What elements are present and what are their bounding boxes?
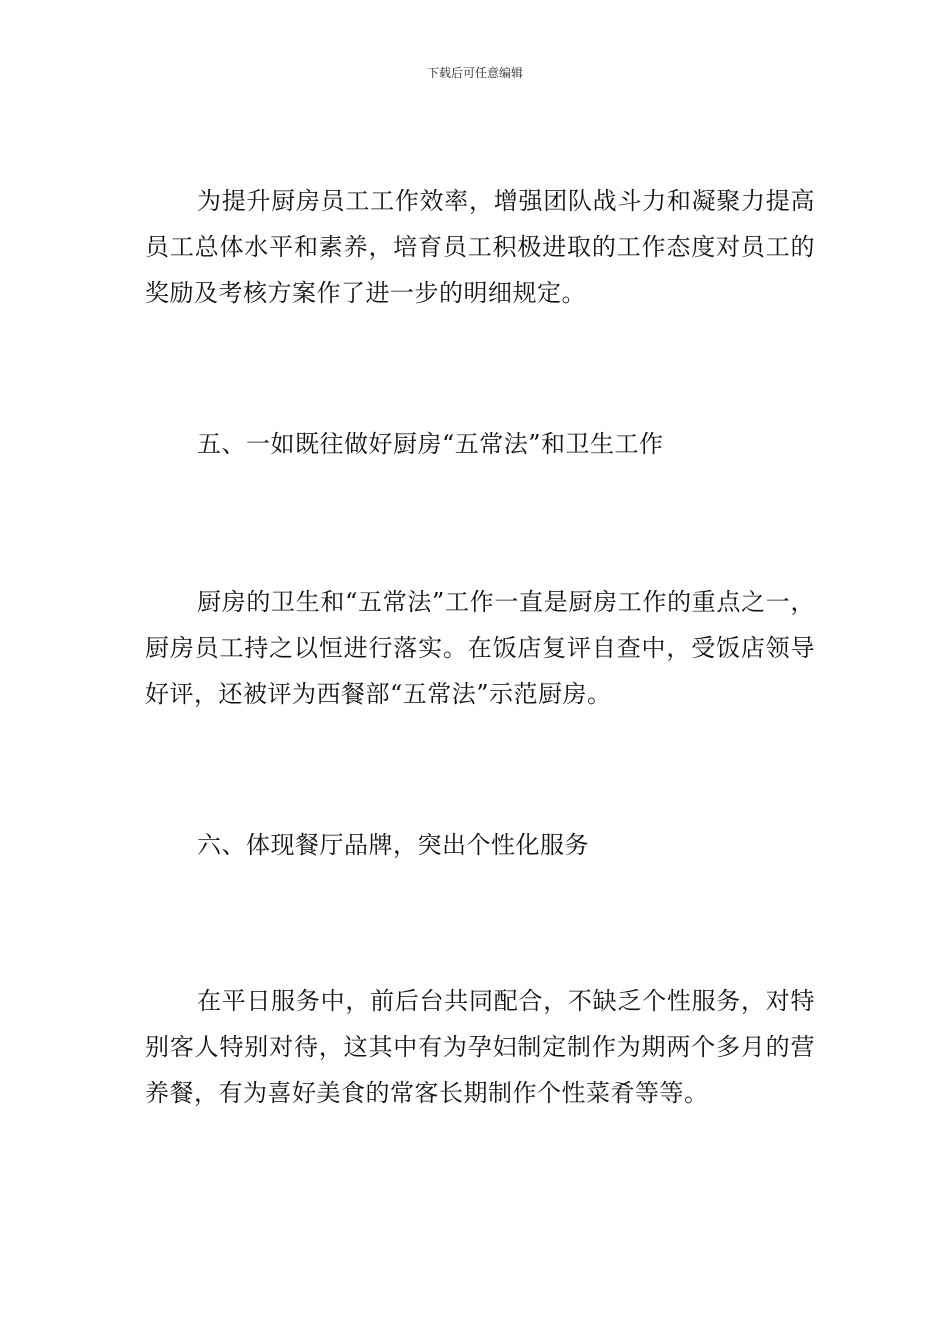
paragraph-spacer bbox=[145, 868, 815, 978]
document-body bbox=[145, 178, 815, 1116]
paragraph-hygiene: 厨房的卫生和“五常法”工作一直是厨房工作的重点之一，厨房员工持之以恒进行落实。在饭店复评自查中，受饭店领导好评，还被评为西餐部“五常法”示范厨房。 bbox=[145, 588, 815, 708]
page-header-note: 下载后可任意编辑 bbox=[426, 66, 523, 80]
paragraph-personalized-service: 在平日服务中，前后台共同配合，不缺乏个性服务，对特别客人特别对待，这其中有为孕妇制定制作为期两个多月的营养餐，有为喜好美食的常客长期制作个性菜肴等等。 bbox=[145, 987, 815, 1107]
paragraph-spacer bbox=[145, 316, 815, 421]
paragraph-spacer bbox=[145, 717, 815, 822]
paragraph-spacer bbox=[145, 467, 815, 579]
paragraph-staff-incentives: 为提升厨房员工工作效率，增强团队战斗力和凝聚力提高员工总体水平和素养，培育员工积极进取的工作态度对员工的奖励及考核方案作了进一步的明细规定。 bbox=[145, 187, 815, 307]
section-heading-five: 五、一如既往做好厨房“五常法”和卫生工作 bbox=[197, 430, 664, 458]
section-heading-six: 六、体现餐厅品牌，突出个性化服务 bbox=[197, 831, 589, 859]
